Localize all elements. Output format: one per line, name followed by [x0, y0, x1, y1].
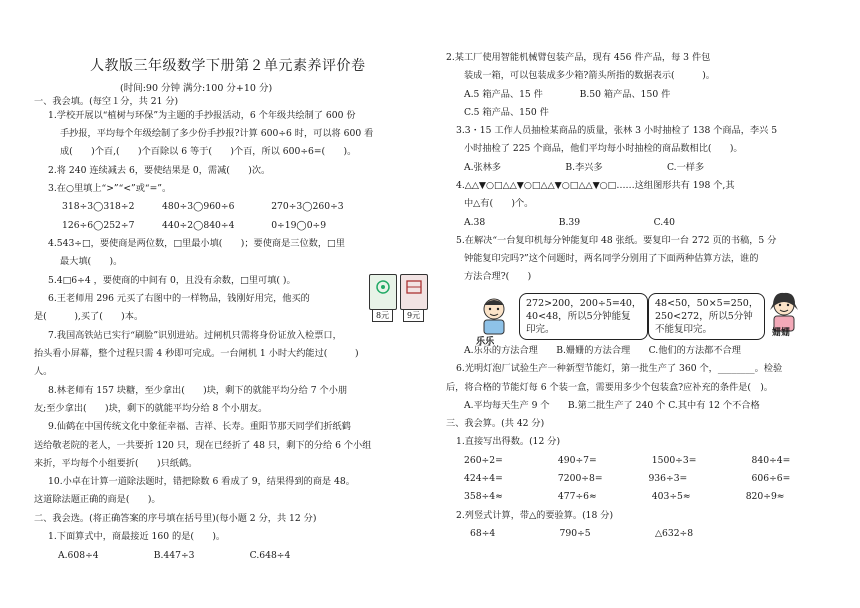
- question-line: 这道除法题正确的商是( )。: [34, 494, 161, 505]
- question-line: 方法合理?( ): [464, 271, 532, 282]
- question-line: 钟能复印完吗?”这个问题时，两名同学分别用了下面两种估算方法，谁的: [464, 253, 759, 264]
- price-tag: 9元: [403, 309, 424, 322]
- question-line: 装成一箱，可以包装成多少箱?箭头所指的数据表示( )。: [464, 70, 715, 81]
- question-line: 9.仙鹤在中国传统文化中象征幸福、吉祥、长寿。重阳节那天同学们折纸鹤: [48, 421, 351, 432]
- question-line: 5.4□6÷4 ，要使商的中间有 0，且没有余数，□里可填( )。: [48, 275, 296, 286]
- question-line: 中△有( )个。: [464, 198, 534, 209]
- question-line: 来折，平均每个小组要折( )只纸鹤。: [34, 458, 198, 469]
- calc-line: 不能复印完。: [655, 324, 713, 335]
- question-line: 手抄报，平均每个年级绘制了多少份手抄报?计算 600÷6 时，可以将 600 看: [60, 128, 374, 139]
- question-line: 送给敬老院的老人，一共要折 120 只，现在已经折了 48 只，剩下的分给 6 个小组: [34, 440, 372, 451]
- question-line: 成( )个百,( )个百除以 6 等于( )个百，所以 600÷6=( )。: [60, 146, 357, 157]
- speech-bubble-shanshan: [648, 293, 765, 340]
- question-line: 5.在解决“一台复印机每分钟能复印 48 张纸。要复印一台 272 页的书稿，5 分: [456, 235, 777, 246]
- compare-row: 126÷6◯252÷7 440÷2◯840÷4 0÷19◯0÷9: [62, 220, 327, 231]
- choice-row: A.张林多 B.李兴多 C.一样多: [464, 162, 705, 173]
- page-subtitle: (时间:90 分钟 满分:100 分+10 分): [120, 83, 273, 94]
- calc-row: 260÷2= 490÷7= 1500÷3= 840÷4=: [464, 455, 791, 466]
- question-line: 友;至少拿出( )块，剩下的就能平均分给 8 个小朋友。: [34, 403, 268, 414]
- calc-line: 250<272，所以5分钟: [655, 311, 753, 322]
- compare-row: 318÷3◯318÷2 480÷3◯960÷6 270÷3◯260÷3: [62, 201, 344, 212]
- question-line: 2.列竖式计算，带△的要验算。(18 分): [456, 510, 614, 521]
- question-line: 3.在○里填上“>”“<”或“=”。: [48, 183, 172, 194]
- question-line: 2.将 240 连续减去 6，要使结果是 0，需减( )次。: [48, 165, 271, 176]
- question-line: 8.林老师有 157 块糖，至少拿出( )块，剩下的就能平均分给 7 个小朋: [48, 385, 348, 396]
- choice-row: A.5 箱产品、15 件 B.50 箱产品、150 件: [464, 89, 671, 100]
- section-calc: 三、我会算。(共 42 分): [446, 418, 545, 429]
- kid-lele-image: [472, 295, 516, 341]
- speech-bubble-lele: [519, 293, 648, 340]
- choice-row: A.38 B.39 C.40: [464, 217, 675, 228]
- calc-line: 272>200，200÷5=40，: [526, 298, 642, 309]
- section-choose: 二、我会选。(将正确答案的序号填在括号里)(每小题 2 分，共 12 分): [34, 513, 317, 524]
- section-fill: 一、我会填。(每空１分，共 21 分): [34, 96, 179, 107]
- choice-row: A.乐乐的方法合理 B.姗姗的方法合理 C.他们的方法都不合理: [464, 345, 741, 356]
- question-line: 6.王老师用 296 元买了右图中的一样物品，钱刚好用完，他买的: [48, 293, 310, 304]
- kid-name: 乐乐: [476, 336, 495, 347]
- question-line: 人。: [34, 366, 53, 377]
- choice-row: C.5 箱产品、150 件: [464, 107, 549, 118]
- question-line: 1.学校开展以“植树与环保”为主题的手抄报活动，6 个年级共绘制了 600 份: [48, 110, 356, 121]
- calc-line: 40<48，所以5分钟能复: [526, 311, 631, 322]
- question-line: 抬头看小屏幕，整个过程只需 4 秒即可完成。一台闸机 1 小时大约能过( ): [34, 348, 359, 359]
- page-title: 人教版三年级数学下册第２单元素养评价卷: [90, 58, 366, 74]
- question-line: 1.直接写出得数。(12 分): [456, 436, 561, 447]
- calc-row: 68÷4 790÷5 △632÷8: [470, 528, 694, 539]
- question-line: 最大填( )。: [60, 256, 123, 267]
- calc-row: 424÷4= 7200÷8= 936÷3= 606÷6=: [464, 473, 791, 484]
- question-line: 4.543÷□，要使商是两位数，□里最小填( )；要使商是三位数，□里: [48, 238, 345, 249]
- question-line: 1.下面算式中，商最接近 160 的是( )。: [48, 531, 226, 542]
- choice-row: A.608÷4 B.447÷3 C.648÷4: [58, 550, 291, 561]
- price-tag: 8元: [372, 309, 393, 322]
- choice-row: A.平均每天生产 9 个 B.第二批生产了 240 个 C.其中有 12 个不合格: [464, 400, 760, 411]
- question-line: 3.3・15 工作人员抽检某商品的质量，张林 3 小时抽检了 138 个商品，李兴 5: [456, 125, 778, 136]
- question-line: 后，将合格的节能灯每 6 个装一盒，需要用多少个包装盒?应补充的条件是( )。: [446, 382, 773, 393]
- kid-name: 姗姗: [772, 327, 791, 338]
- question-line: 2.某工厂使用智能机械臂包装产品，现有 456 件产品，每 3 件包: [446, 52, 711, 63]
- question-line: 10.小卓在计算一道除法题时，错把除数 6 看成了 9，结果得到的商是 48。: [48, 476, 355, 487]
- calc-row: 358÷4≈ 477÷6≈ 403÷5≈ 820÷9≈: [464, 491, 785, 502]
- calc-line: 印完。: [526, 324, 555, 335]
- question-line: 4.△△▼○□△△▼○□△△▼○□△△▼○□……这组图形共有 198 个,其: [456, 180, 735, 191]
- calc-line: 48<50，50×5=250，: [655, 298, 759, 309]
- question-line: 6.光明灯泡厂试验生产一种新型节能灯，第一批生产了 360 个，________。检验: [456, 363, 783, 374]
- question-line: 7.我国高铁站已实行“刷脸”识别进站。过闸机只需将身份证放入检票口，: [48, 330, 342, 341]
- book-image: [369, 274, 397, 310]
- book-image: [400, 274, 428, 310]
- question-line: 小时抽检了 225 个商品，他们平均每小时抽检的商品数相比( )。: [464, 143, 743, 154]
- question-line: 是( ),买了( )本。: [34, 311, 144, 322]
